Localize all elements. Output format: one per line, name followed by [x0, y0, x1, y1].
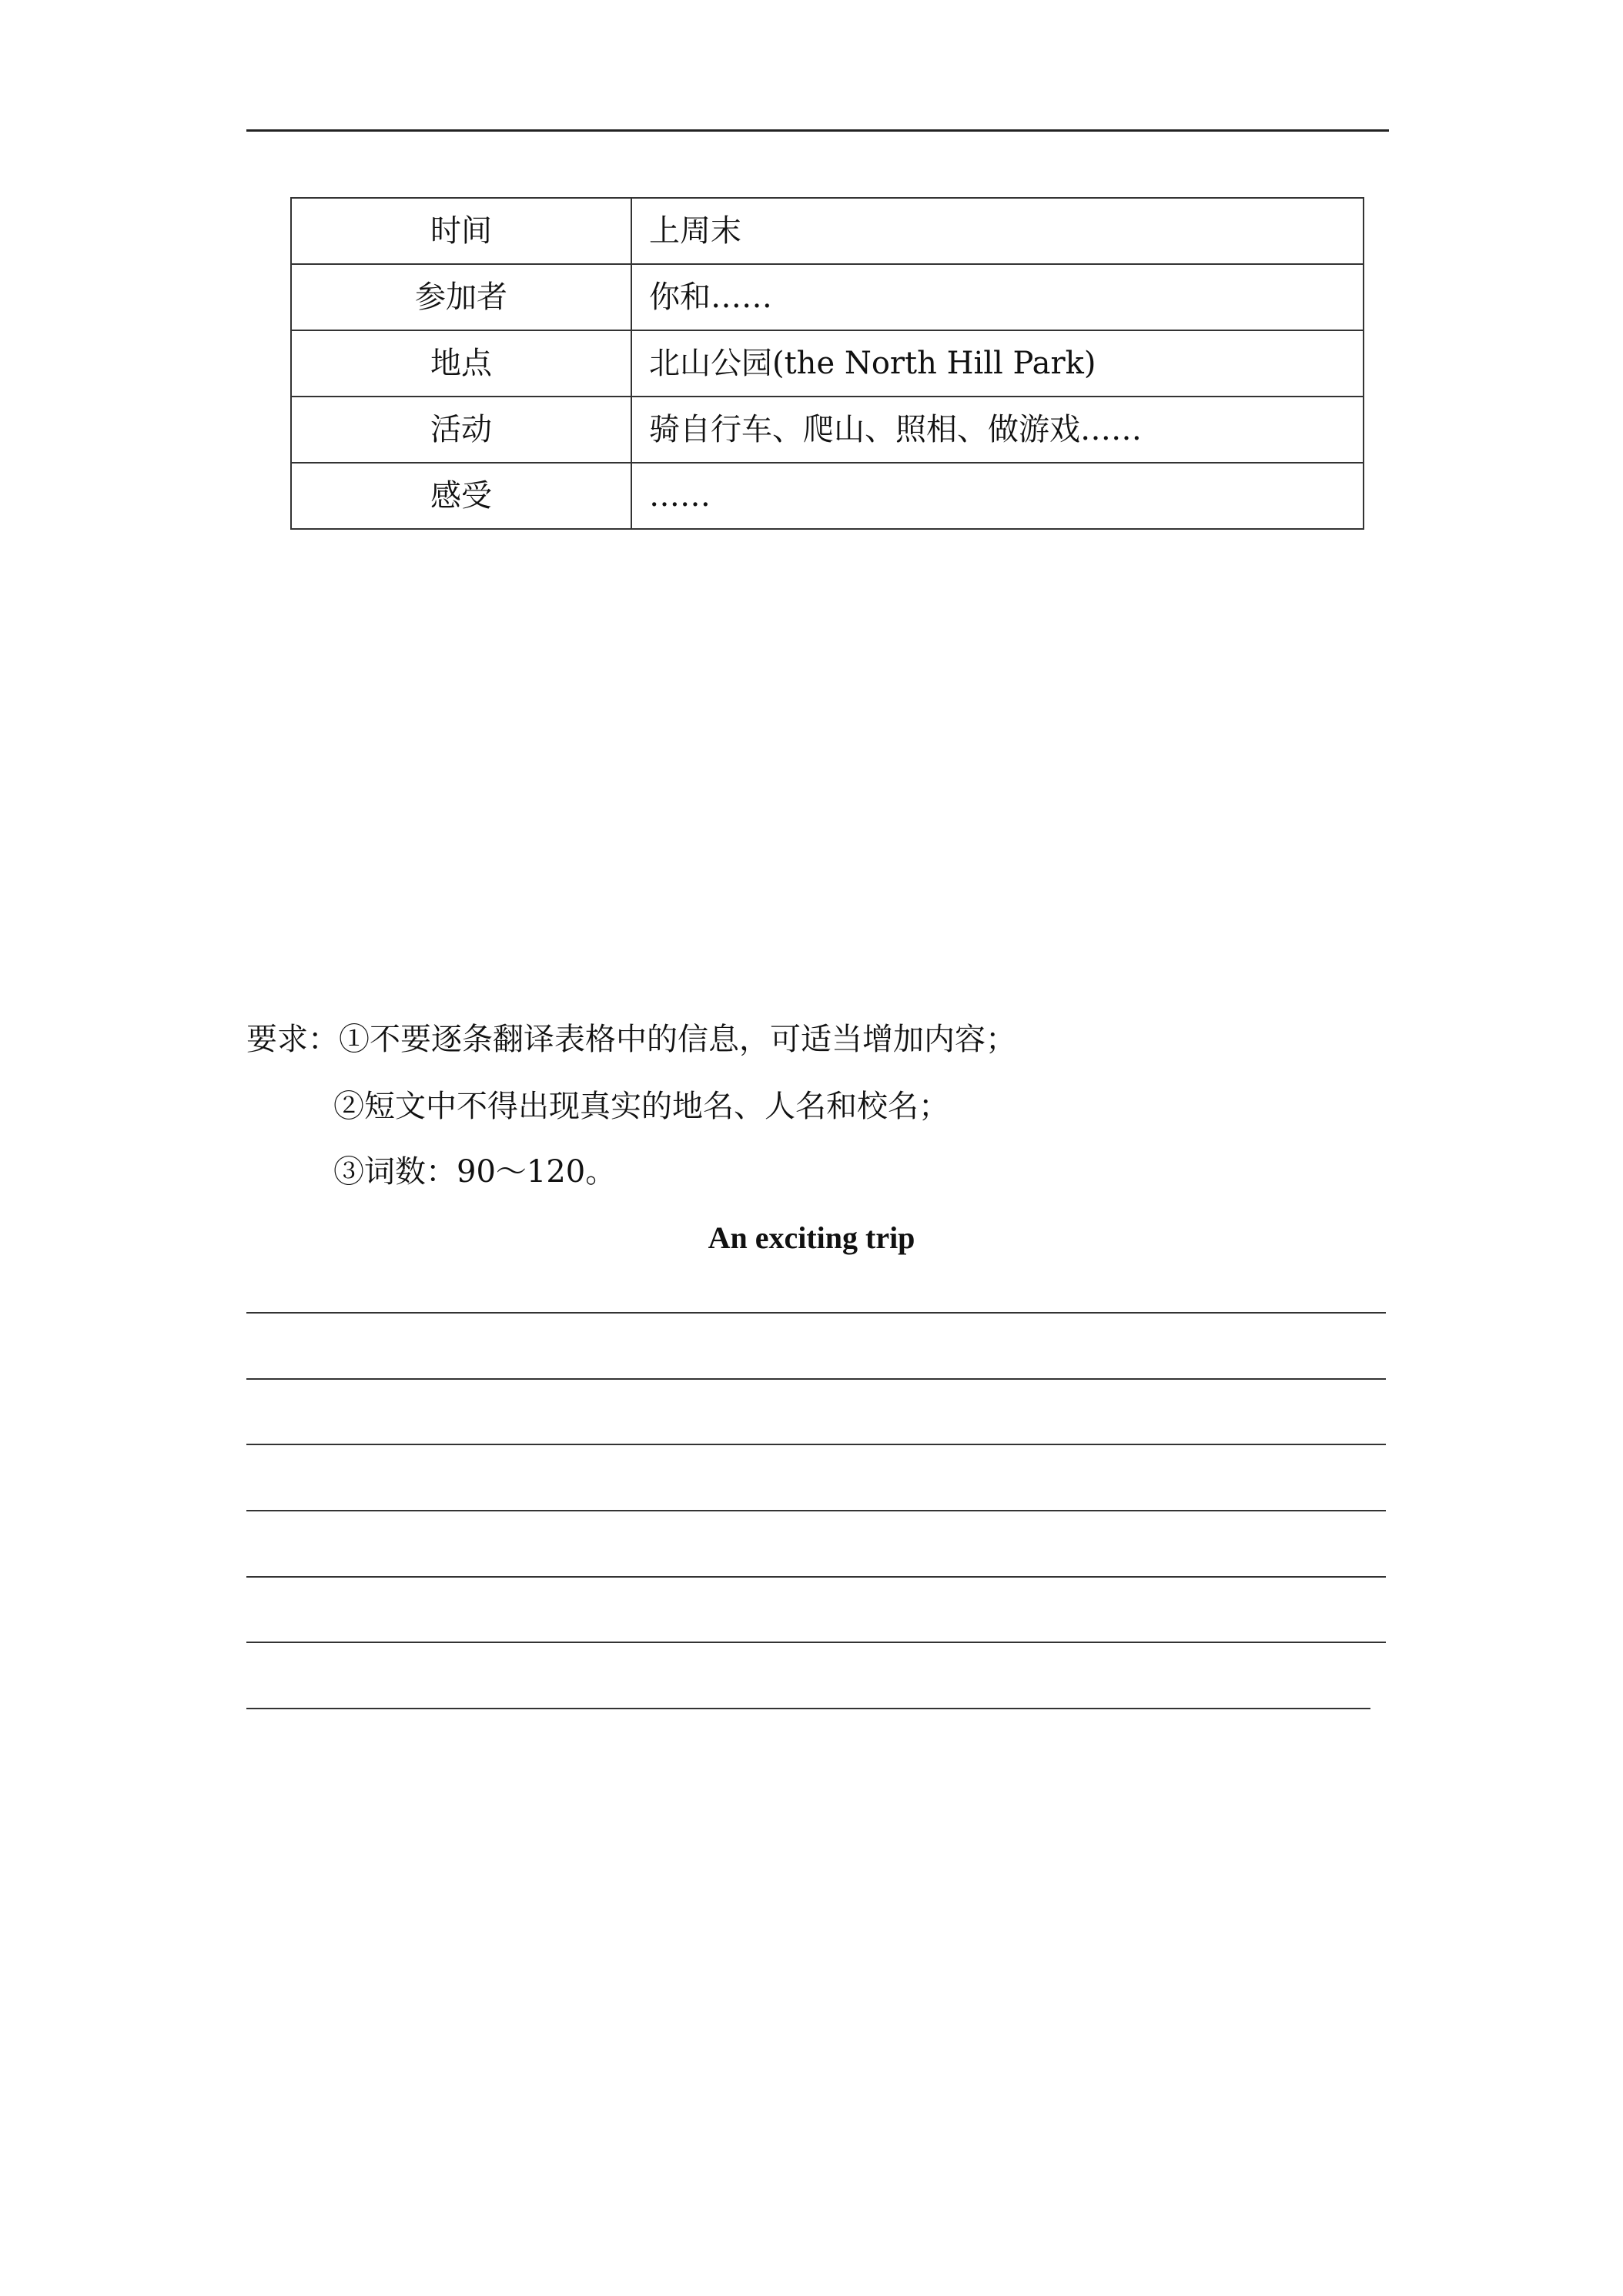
row-value-feelings: …… — [631, 463, 1364, 529]
requirement-3: ③词数：90～120。 — [333, 1154, 617, 1190]
row-value-place: 北山公园(the North Hill Park) — [631, 330, 1364, 397]
requirement-2: ②短文中不得出现真实的地名、人名和校名； — [333, 1089, 949, 1124]
table-row — [291, 198, 1364, 264]
row-value-activities: 骑自行车、爬山、照相、做游戏…… — [631, 397, 1364, 463]
row-label-feelings: 感受 — [291, 463, 631, 529]
requirement-1: 要求：①不要逐条翻译表格中的信息，可适当增加内容； — [246, 1022, 1016, 1057]
row-label-time: 时间 — [291, 198, 631, 264]
table-row — [291, 264, 1364, 330]
table-row — [291, 397, 1364, 463]
writing-line[interactable] — [246, 1444, 1386, 1445]
writing-line[interactable] — [246, 1378, 1386, 1380]
info-table — [290, 197, 1364, 530]
writing-line[interactable] — [246, 1642, 1386, 1643]
writing-line[interactable] — [246, 1510, 1386, 1511]
table-row — [291, 330, 1364, 397]
row-label-participants: 参加者 — [291, 264, 631, 330]
row-label-place: 地点 — [291, 330, 631, 397]
header-rule — [246, 129, 1389, 132]
writing-line[interactable] — [246, 1708, 1370, 1709]
writing-line[interactable] — [246, 1312, 1386, 1314]
row-label-activities: 活动 — [291, 397, 631, 463]
writing-line[interactable] — [246, 1576, 1386, 1578]
row-value-participants: 你和…… — [631, 264, 1364, 330]
row-value-time: 上周末 — [631, 198, 1364, 264]
table-row — [291, 463, 1364, 529]
essay-title: An exciting trip — [708, 1220, 915, 1255]
